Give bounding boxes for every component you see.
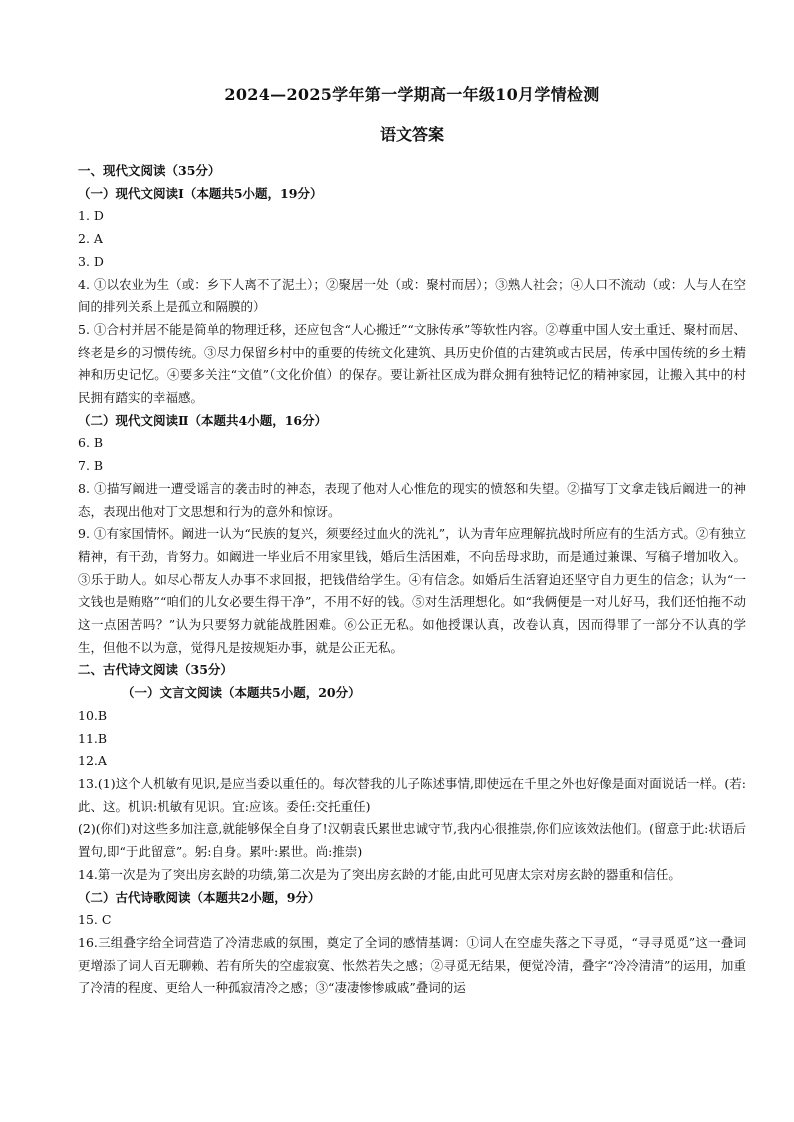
page-subtitle: 语文答案: [379, 125, 444, 144]
answer-line: 11.B: [78, 730, 108, 746]
answer-line: 13.(1)这个人机敏有见识,是应当委以重任的。每次替我的儿子陈述事情,即使远在千里之外也好像是面对面说话一样。(若:此、这。机识:机敏有见识。宜:应该。委任:交托重任): [78, 775, 746, 814]
answer-line: 9. ①有家国情怀。阚进一认为“民族的复兴，须要经过血火的洗礼”，认为青年应理解抗战时所应有的生活方式。②有独立精神，有干劲，肯努力。如阚进一毕业后不用家里钱，婚后生活困难，不向岳母求助，而是通过兼课、写稿子增加收入。③乐于助人。如尽心帮友人办事不求回报，把钱借给学生。④有信念。如婚后生活窘迫还坚守自力更生的信念；认为“一文钱也是贿赂”“咱们的儿女必要生得干净”，不用不好的钱。⑤对生活理想化。如“我俩便是一对儿好马，我们还怕拖不动这一点困苦吗？”认为只要努力就能战胜困难。⑥公正无私。如他授课认真，改卷认真，因而得罪了一部分不认真的学生，但他不以为意，觉得凡是按规矩办事，就是公正无私。: [78, 526, 746, 655]
answer-line: 12.A: [78, 753, 107, 769]
answer-line: 6. B: [78, 435, 104, 451]
answer-line: 5. ①合村并居不能是简单的物理迁移，还应包含“人心搬迁”“文脉传承”等软性内容。②尊重中国人安土重迁、聚村而居、终老是乡的习惯传统。③尽力保留乡村中的重要的传统文化建筑、具历史价值的古建筑或古民居，传承中国传统的乡土精神和历史记忆。④要多关注“文值”（文化价值）的保存。要让新社区成为群众拥有独特记忆的精神家园，让搬入其中的村民拥有踏实的幸福感。: [78, 321, 746, 406]
subsection-heading: （二）现代文阅读Ⅱ（本题共4小题，16分）: [78, 412, 328, 428]
answer-line: 7. B: [78, 458, 104, 474]
answer-line: (2)(你们)对这些多加注意,就能够保全自身了!汉朝袁氏累世忠诚守节,我内心很推崇,你们应该效法他们。(留意于此:状语后置句,即“于此留意”。躬:自身。累叶:累世。尚:推崇): [78, 821, 746, 860]
answer-line: 16.三组叠字给全词营造了冷清悲戚的氛围，奠定了全词的感情基调：①词人在空虚失落之下寻觅，“寻寻觅觅”这一叠词更增添了词人百无聊赖、若有所失的空虚寂寞、怅然若失之感；②寻觅无结果，便觉冷清，叠字“冷冷清清”的运用，加重了冷清的程度、更给人一种孤寂清冷之感；③“凄凄惨惨戚戚”叠词的运: [78, 934, 746, 996]
subsection-heading: （一）文言文阅读（本题共5小题，20分）: [122, 685, 361, 701]
answer-line: 1. D: [78, 208, 104, 224]
subsection-heading: （一）现代文阅读Ⅰ（本题共5小题，19分）: [78, 185, 323, 201]
answer-line: 2. A: [78, 231, 103, 247]
answer-line: 8. ①描写阚进一遭受谣言的袭击时的神态，表现了他对人心惟危的现实的愤怒和失望。②描写丁文拿走钱后阚进一的神态，表现出他对丁文思想和行为的意外和惊讶。: [78, 480, 746, 519]
answer-line: 4. ①以农业为生（或：乡下人离不了泥土）；②聚居一处（或：聚村而居）；③熟人社会；④人口不流动（或：人与人在空间的排列关系上是孤立和隔膜的）: [78, 276, 746, 315]
section-heading: 一、现代文阅读（35分）: [78, 163, 221, 178]
page-title: 2024—2025学年第一学期高一年级10月学情检测: [224, 85, 600, 104]
answer-line: 14.第一次是为了突出房玄龄的功绩,第二次是为了突出房玄龄的才能,由此可见唐太宗对房玄龄的器重和信任。: [78, 866, 681, 882]
answer-line: 10.B: [78, 707, 108, 723]
answer-content: [78, 160, 746, 1000]
section-heading: 二、古代诗文阅读（35分）: [78, 662, 233, 678]
subsection-heading: （二）古代诗歌阅读（本题共2小题，9分）: [78, 889, 321, 905]
answer-line: 3. D: [78, 253, 104, 269]
answer-line: 15. C: [78, 912, 112, 928]
